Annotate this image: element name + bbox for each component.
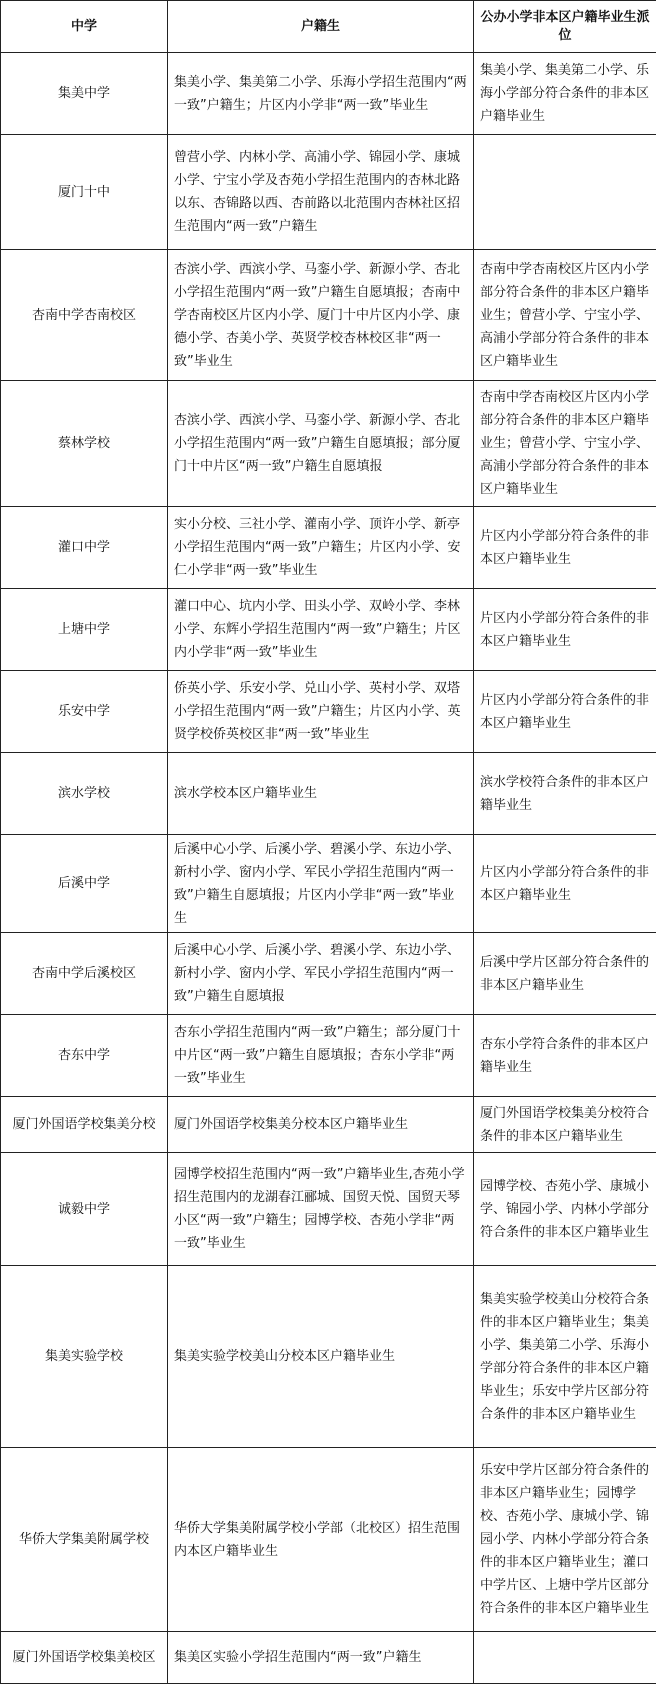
assignment-cell: 杏南中学杏南校区片区内小学部分符合条件的非本区户籍毕业生；曾营小学、宁宝小学、高浦小学部分符合条件的非本区户籍毕业生 [474, 250, 656, 381]
header-middle-school: 中学 [1, 1, 168, 53]
hukou-cell: 杏滨小学、西滨小学、马銮小学、新源小学、杏北小学招生范围内“两一致”户籍生自愿填报；杏南中学杏南校区片区内小学、厦门十中片区内小学、康德小学、杏美小学、英贤学校杏林校区非“两一致”毕业生 [168, 250, 474, 381]
table-row [1, 381, 656, 507]
hukou-cell: 后溪中心小学、后溪小学、碧溪小学、东边小学、新村小学、窗内小学、军民小学招生范围内“两一致”户籍生自愿填报 [168, 933, 474, 1015]
table-row [1, 1153, 656, 1266]
table-row [1, 250, 656, 381]
hukou-cell: 后溪中心小学、后溪小学、碧溪小学、东边小学、新村小学、窗内小学、军民小学招生范围内“两一致”户籍生自愿填报；片区内小学非“两一致”毕业生 [168, 835, 474, 933]
table-row [1, 589, 656, 671]
table-row [1, 835, 656, 933]
school-name: 乐安中学 [1, 671, 168, 753]
hukou-cell: 集美小学、集美第二小学、乐海小学招生范围内“两一致”户籍生；片区内小学非“两一致”毕业生 [168, 53, 474, 135]
hukou-cell: 华侨大学集美附属学校小学部（北校区）招生范围内本区户籍毕业生 [168, 1448, 474, 1632]
school-name: 滨水学校 [1, 753, 168, 835]
assignment-cell: 集美小学、集美第二小学、乐海小学部分符合条件的非本区户籍毕业生 [474, 53, 656, 135]
assignment-cell: 杏东小学符合条件的非本区户籍毕业生 [474, 1015, 656, 1097]
school-name: 后溪中学 [1, 835, 168, 933]
table-row [1, 933, 656, 1015]
assignment-cell: 片区内小学部分符合条件的非本区户籍毕业生 [474, 589, 656, 671]
school-name: 杏南中学后溪校区 [1, 933, 168, 1015]
header-row [1, 1, 656, 53]
school-name: 华侨大学集美附属学校 [1, 1448, 168, 1632]
header-non-local-assignment: 公办小学非本区户籍毕业生派位 [474, 1, 656, 53]
hukou-cell: 灌口中心、坑内小学、田头小学、双岭小学、李林小学、东辉小学招生范围内“两一致”户籍生；片区内小学非“两一致”毕业生 [168, 589, 474, 671]
table-row [1, 1015, 656, 1097]
assignment-cell: 片区内小学部分符合条件的非本区户籍毕业生 [474, 835, 656, 933]
assignment-cell: 杏南中学杏南校区片区内小学部分符合条件的非本区户籍毕业生；曾营小学、宁宝小学、高浦小学部分符合条件的非本区户籍毕业生 [474, 381, 656, 507]
hukou-cell: 曾营小学、内林小学、高浦小学、锦园小学、康城小学、宁宝小学及杏苑小学招生范围内的杏林北路以东、杏锦路以西、杏前路以北范围内杏林社区招生范围内“两一致”户籍生 [168, 135, 474, 250]
assignment-cell: 集美实验学校美山分校符合条件的非本区户籍毕业生；集美小学、集美第二小学、乐海小学部分符合条件的非本区户籍毕业生；乐安中学片区部分符合条件的非本区户籍毕业生 [474, 1266, 656, 1448]
school-name: 杏南中学杏南校区 [1, 250, 168, 381]
assignment-cell [474, 1632, 656, 1684]
school-name: 厦门外国语学校集美校区 [1, 1632, 168, 1684]
school-name: 上塘中学 [1, 589, 168, 671]
table-row [1, 507, 656, 589]
assignment-cell: 厦门外国语学校集美分校符合条件的非本区户籍毕业生 [474, 1097, 656, 1153]
school-name: 诚毅中学 [1, 1153, 168, 1266]
school-name: 厦门十中 [1, 135, 168, 250]
hukou-cell: 集美区实验小学招生范围内“两一致”户籍生 [168, 1632, 474, 1684]
school-name: 集美实验学校 [1, 1266, 168, 1448]
assignment-cell: 滨水学校符合条件的非本区户籍毕业生 [474, 753, 656, 835]
hukou-cell: 滨水学校本区户籍毕业生 [168, 753, 474, 835]
hukou-cell: 实小分校、三社小学、灌南小学、顶许小学、新亭小学招生范围内“两一致”户籍生；片区内小学、安仁小学非“两一致”毕业生 [168, 507, 474, 589]
table-row [1, 1266, 656, 1448]
assignment-cell: 片区内小学部分符合条件的非本区户籍毕业生 [474, 671, 656, 753]
school-name: 蔡林学校 [1, 381, 168, 507]
assignment-cell [474, 135, 656, 250]
table-row [1, 135, 656, 250]
hukou-cell: 园博学校招生范围内“两一致”户籍毕业生,杏苑小学招生范围内的龙湖春江郦城、国贸天悦、国贸天琴小区“两一致”户籍生；园博学校、杏苑小学非“两一致”毕业生 [168, 1153, 474, 1266]
school-name: 集美中学 [1, 53, 168, 135]
table-row [1, 53, 656, 135]
assignment-cell: 乐安中学片区部分符合条件的非本区户籍毕业生；园博学校、杏苑小学、康城小学、锦园小学、内林小学部分符合条件的非本区户籍毕业生；灌口中学片区、上塘中学片区部分符合条件的非本区户籍毕业生 [474, 1448, 656, 1632]
table-row [1, 1448, 656, 1632]
assignment-cell: 后溪中学片区部分符合条件的非本区户籍毕业生 [474, 933, 656, 1015]
hukou-cell: 集美实验学校美山分校本区户籍毕业生 [168, 1266, 474, 1448]
school-name: 杏东中学 [1, 1015, 168, 1097]
hukou-cell: 侨英小学、乐安小学、兑山小学、英村小学、双塔小学招生范围内“两一致”户籍生；片区内小学、英贤学校侨英校区非“两一致”毕业生 [168, 671, 474, 753]
school-name: 灌口中学 [1, 507, 168, 589]
table-row [1, 1632, 656, 1684]
hukou-cell: 杏东小学招生范围内“两一致”户籍生；部分厦门十中片区“两一致”户籍生自愿填报；杏东小学非“两一致”毕业生 [168, 1015, 474, 1097]
hukou-cell: 杏滨小学、西滨小学、马銮小学、新源小学、杏北小学招生范围内“两一致”户籍生自愿填报；部分厦门十中片区“两一致”户籍生自愿填报 [168, 381, 474, 507]
header-hukou-students: 户籍生 [168, 1, 474, 53]
assignment-cell: 园博学校、杏苑小学、康城小学、锦园小学、内林小学部分符合条件的非本区户籍毕业生 [474, 1153, 656, 1266]
table-row [1, 671, 656, 753]
table-row [1, 1097, 656, 1153]
hukou-cell: 厦门外国语学校集美分校本区户籍毕业生 [168, 1097, 474, 1153]
assignment-cell: 片区内小学部分符合条件的非本区户籍毕业生 [474, 507, 656, 589]
table-row [1, 753, 656, 835]
school-name: 厦门外国语学校集美分校 [1, 1097, 168, 1153]
